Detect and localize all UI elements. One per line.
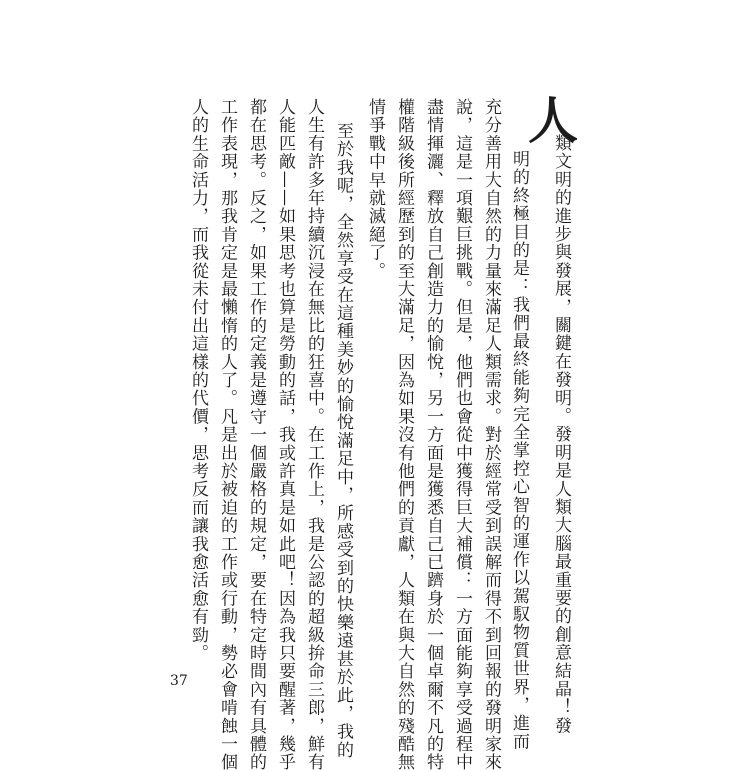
drop-cap: 人 (528, 91, 578, 150)
text-column-4: 說，這是一項艱巨挑戰。但是，他們也會從中獲得巨大補償：一方面能夠享受過程中 (452, 98, 472, 771)
text-column-2: 明的終極目的是：我們最終能夠完全掌控心智的運作以駕馭物質世界，進而 (509, 150, 529, 751)
text-column-9: 人生有許多年持續沉浸在無比的狂喜中。在工作上，我是公認的超級拚命三郎，鮮有 (304, 98, 324, 771)
text-column-1: 類文明的進步與發展，關鍵在發明。發明是人類大腦最重要的創意結晶！發 (551, 134, 571, 735)
text-column-8: 至於我呢，全然享受在這種美妙的愉悅滿足中，所感受到的快樂遠甚於此，我的 (333, 122, 353, 759)
text-column-6: 權階級後所經歷到的至大滿足，因為如果沒有他們的貢獻，人類在與大自然的殘酷無 (394, 98, 414, 771)
page-number: 37 (170, 673, 188, 689)
text-column-3: 充分善用大自然的力量來滿足人類需求。對於經常受到誤解而得不到回報的發明家來 (481, 98, 501, 771)
text-column-5: 盡情揮灑、釋放自己創造力的愉悅，另一方面是獲悉自己已躋身於一個卓爾不凡的特 (423, 98, 443, 771)
text-column-12: 工作表現，那我肯定是最懶惰的人了。凡是出於被迫的工作或行動，勢必會啃蝕一個 (217, 98, 237, 771)
text-column-10: 人能匹敵——如果思考也算是勞動的話，我或許真是如此吧！因為我只要醒著，幾乎 (275, 98, 295, 771)
text-column-7: 情爭戰中早就滅絕了。 (365, 98, 385, 280)
text-column-11: 都在思考。反之，如果工作的定義是遵守一個嚴格的規定，要在特定時間內有具體的 (246, 98, 266, 771)
text-column-13: 人的生命活力，而我從未付出這樣的代價，思考反而讓我愈活愈有勁。 (188, 98, 208, 663)
